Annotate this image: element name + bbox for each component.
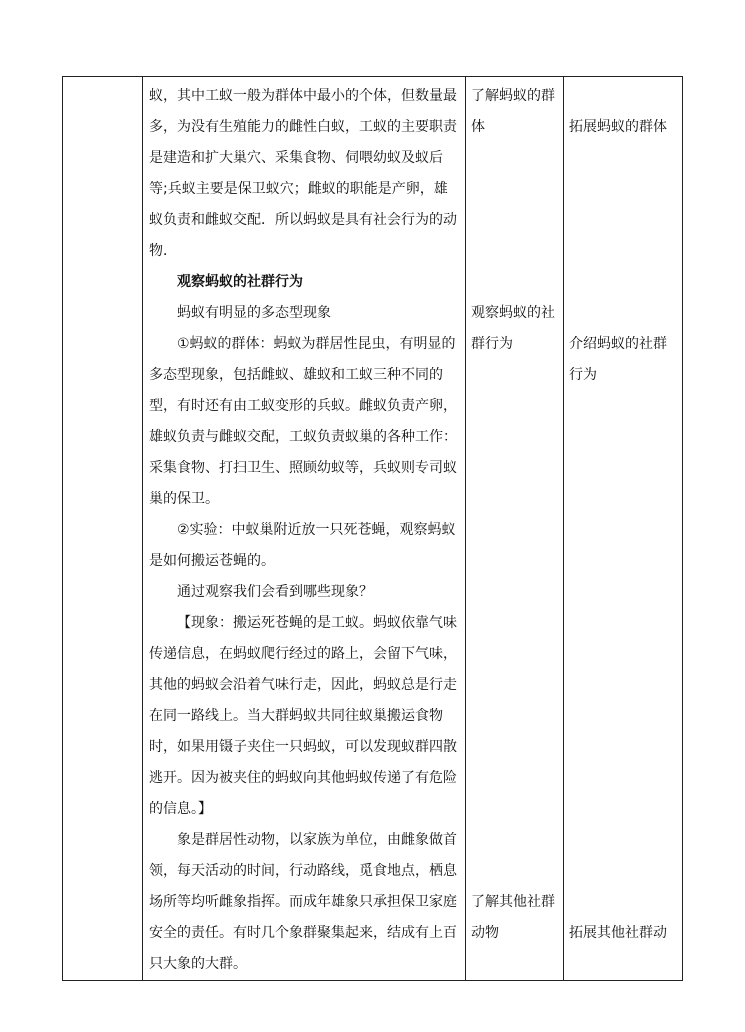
lesson-plan-table bbox=[62, 76, 683, 981]
content-paragraph: 蚂蚁有明显的多态型现象 bbox=[177, 305, 331, 321]
section-heading: 观察蚂蚁的社群行为 bbox=[177, 274, 303, 290]
design-intent-3: 拓展其他社群动 bbox=[569, 925, 667, 941]
student-activity-1: 了解蚂蚁的群体 bbox=[471, 88, 555, 135]
content-paragraph: 通过观察我们会看到哪些现象？ bbox=[177, 584, 373, 600]
content-paragraph: 【现象：搬运死苍蝇的是工蚁。蚂蚁依靠气味传递信息，在蚂蚁爬行经过的路上，会留下气味，其他的蚂蚁会沿着气味行走，因此，蚂蚁总是行走在同一路线上。当大群蚂蚁共同往蚁巢搬运食物时，如果用镊子夹住一只蚂蚁，可以发现蚁群四散逃开。因为被夹住的蚂蚁向其他蚂蚁传递了有危险的信息。】 bbox=[149, 615, 457, 817]
student-activity-3: 了解其他社群动物 bbox=[471, 894, 555, 941]
teaching-content bbox=[143, 77, 465, 980]
content-paragraph: ②实验：中蚁巢附近放一只死苍蝇，观察蚂蚁是如何搬运苍蝇的。 bbox=[149, 522, 456, 569]
table-row bbox=[63, 77, 683, 981]
content-paragraph: ①蚂蚁的群体：蚂蚁为群居性昆虫，有明显的多态型现象，包括雌蚁、雄蚁和工蚁三种不同的型，有时还有由工蚁变形的兵蚁。雌蚁负责产卵，雄蚁负责与雌蚁交配，工蚁负责蚁巢的各种工作：采集食物、打扫卫生、照顾幼蚁等，兵蚁则专司蚁巢的保卫。 bbox=[149, 336, 457, 507]
teaching-content-cell bbox=[143, 77, 466, 981]
design-intent-2: 介绍蚂蚁的社群行为 bbox=[569, 336, 667, 383]
stage-cell bbox=[63, 77, 143, 981]
content-paragraph: 象是群居性动物，以家族为单位，由雌象做首领，每天活动的时间，行动路线，觅食地点，栖息场所等均听雌象指挥。而成年雄象只承担保卫家庭安全的责任。有时几个象群聚集起来，结成有上百只大象的大群。 bbox=[149, 832, 457, 972]
design-intent-cell bbox=[564, 77, 683, 981]
student-activity-2: 观察蚂蚁的社群行为 bbox=[471, 305, 555, 352]
design-intent-1: 拓展蚂蚁的群体 bbox=[569, 119, 667, 135]
content-paragraph: 蚁，其中工蚁一般为群体中最小的个体，但数量最多，为没有生殖能力的雌性白蚁，工蚁的主要职责是建造和扩大巢穴、采集食物、伺喂幼蚁及蚁后等;兵蚁主要是保卫蚁穴；雌蚁的职能是产卵，雄蚁负责和雌蚁交配．所以蚂蚁是具有社会行为的动物． bbox=[149, 88, 457, 259]
student-activity-cell bbox=[466, 77, 564, 981]
